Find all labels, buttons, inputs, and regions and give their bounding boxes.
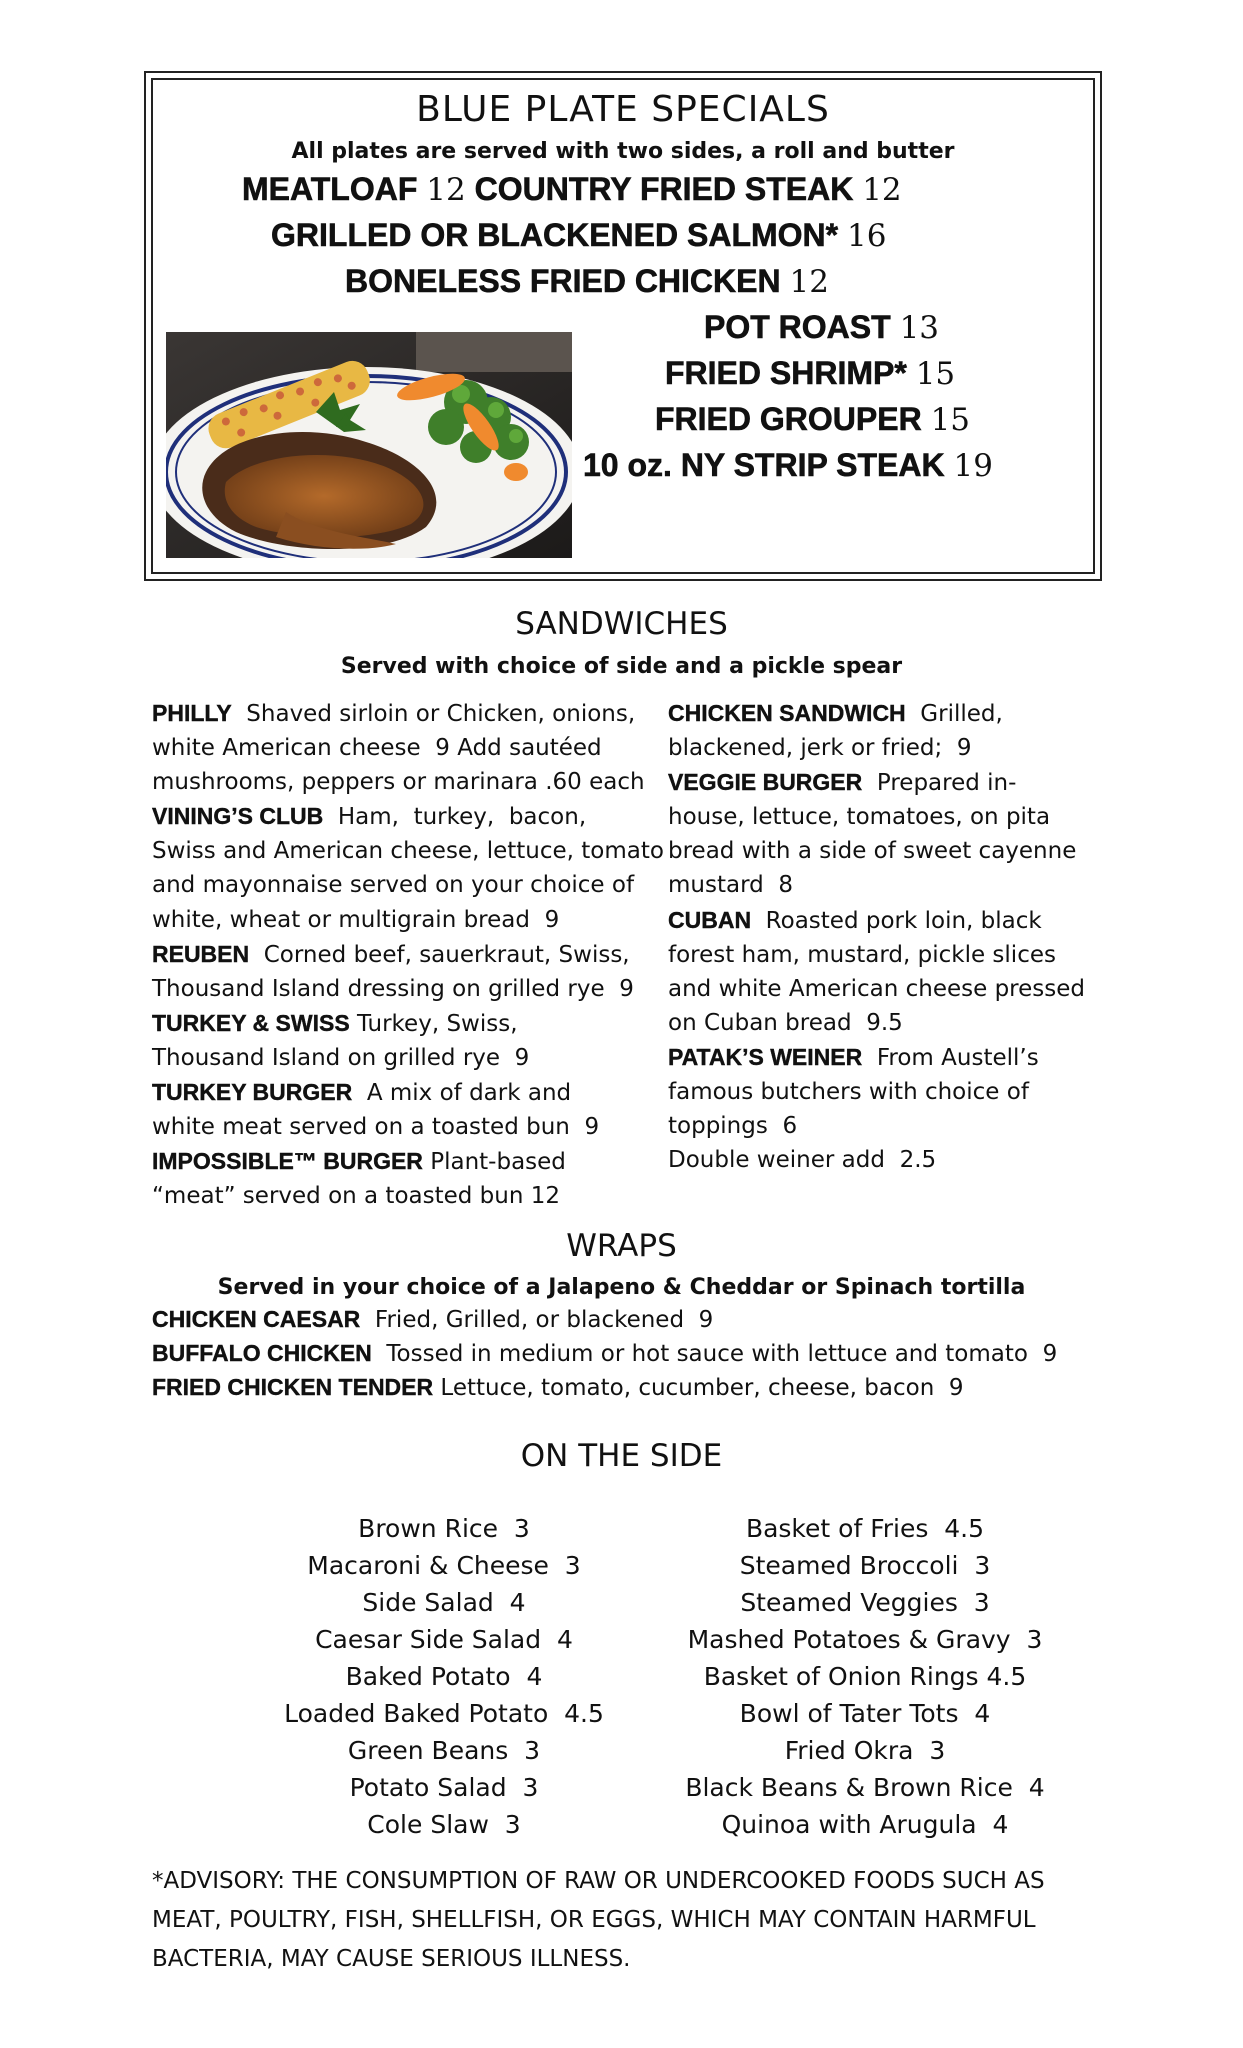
sandwich-line bbox=[668, 903, 1085, 938]
sandwich-line bbox=[152, 765, 664, 799]
pot-roast-photo bbox=[166, 332, 572, 558]
special-line-1 bbox=[242, 171, 902, 208]
wraps-heading: WRAPS bbox=[566, 1228, 677, 1264]
wraps-subtitle: Served in your choice of a Jalapeno & Cheddar or Spinach tortilla bbox=[217, 1275, 1026, 1300]
sandwich-desc: bread with a side of sweet cayenne bbox=[668, 838, 1077, 865]
sandwich-desc: Plant-based bbox=[422, 1149, 566, 1176]
wrap-name: BUFFALO CHICKEN bbox=[152, 1340, 372, 1366]
wrap-item bbox=[152, 1306, 713, 1333]
sandwiches-subtitle: Served with choice of side and a pickle spear bbox=[340, 654, 903, 679]
special-name: 10 oz. NY STRIP STEAK bbox=[583, 447, 945, 483]
sandwich-line bbox=[152, 1110, 664, 1144]
special-name: MEATLOAF bbox=[242, 171, 418, 207]
sandwich-desc: mushrooms, peppers or marinara .60 each bbox=[152, 769, 645, 796]
sandwich-desc: Prepared in- bbox=[862, 770, 1017, 797]
sandwich-desc: Ham, turkey, bacon, bbox=[323, 804, 587, 831]
sides-heading: ON THE SIDE bbox=[520, 1438, 723, 1474]
sandwich-desc: A mix of dark and bbox=[352, 1080, 572, 1107]
sandwich-line bbox=[152, 834, 664, 868]
sandwich-line bbox=[152, 1144, 664, 1179]
sides-left-column bbox=[244, 1510, 644, 1843]
sandwich-name: CUBAN bbox=[668, 906, 752, 933]
sandwich-name: VINING’S CLUB bbox=[152, 803, 324, 830]
sandwich-line bbox=[668, 731, 1085, 765]
sandwich-desc: and mayonnaise served on your choice of bbox=[152, 872, 635, 899]
special-price: 12 bbox=[862, 172, 902, 208]
sandwich-desc: Thousand Island dressing on grilled rye 9 bbox=[152, 975, 634, 1002]
side-item: Black Beans & Brown Rice 4 bbox=[685, 1773, 1045, 1802]
sandwich-line bbox=[152, 1075, 664, 1110]
special-name: FRIED GROUPER bbox=[655, 401, 922, 437]
special-price: 12 bbox=[426, 172, 466, 208]
side-item: Side Salad 4 bbox=[362, 1588, 526, 1617]
side-item: Loaded Baked Potato 4.5 bbox=[284, 1699, 604, 1728]
special-line-5 bbox=[665, 355, 955, 392]
wrap-desc: Lettuce, tomato, cucumber, cheese, bacon 9 bbox=[433, 1375, 964, 1401]
side-item: Caesar Side Salad 4 bbox=[315, 1625, 573, 1654]
side-item: Cole Slaw 3 bbox=[367, 1810, 521, 1839]
sandwich-desc: Swiss and American cheese, lettuce, tomato bbox=[152, 838, 664, 865]
sandwich-name: CHICKEN SANDWICH bbox=[668, 700, 906, 726]
raw-food-advisory: *ADVISORY: THE CONSUMPTION OF RAW OR UNDERCOOKED FOODS SUCH AS MEAT, POULTRY, FISH, SHELLFISH, OR EGGS, WHICH MAY CONTAIN HARMFUL BACTERIA, MAY CAUSE SERIOUS ILLNESS. bbox=[152, 1868, 1045, 1972]
sandwich-line bbox=[668, 868, 1085, 902]
sandwich-desc: white American cheese 9 Add sautéed bbox=[152, 735, 602, 762]
special-line-7 bbox=[583, 447, 993, 484]
sandwich-name: IMPOSSIBLE™ BURGER bbox=[152, 1148, 423, 1175]
sandwich-desc: famous butchers with choice of bbox=[668, 1079, 1029, 1106]
sandwich-desc: toppings 6 bbox=[668, 1113, 798, 1140]
side-item: Potato Salad 3 bbox=[349, 1773, 539, 1802]
sandwich-line bbox=[152, 1006, 664, 1041]
side-item: Macaroni & Cheese 3 bbox=[307, 1551, 581, 1580]
sandwich-line bbox=[152, 1179, 664, 1213]
special-name: FRIED SHRIMP* bbox=[665, 355, 907, 391]
special-line-6 bbox=[655, 401, 970, 438]
special-price: 15 bbox=[915, 356, 956, 392]
sandwich-name: TURKEY BURGER bbox=[152, 1079, 353, 1106]
side-item: Baked Potato 4 bbox=[345, 1662, 543, 1691]
sandwich-name: TURKEY & SWISS bbox=[152, 1009, 350, 1036]
sandwich-line bbox=[668, 938, 1085, 972]
side-item: Steamed Broccoli 3 bbox=[739, 1551, 991, 1580]
sandwiches-heading: SANDWICHES bbox=[515, 606, 728, 642]
wrap-item bbox=[152, 1340, 1057, 1367]
sandwich-desc: and white American cheese pressed bbox=[668, 975, 1085, 1002]
wrap-item bbox=[152, 1374, 964, 1401]
side-item: Quinoa with Arugula 4 bbox=[721, 1810, 1009, 1839]
special-price: 15 bbox=[930, 402, 971, 438]
special-name: BONELESS FRIED CHICKEN bbox=[345, 263, 781, 299]
special-line-3 bbox=[345, 263, 829, 300]
special-name: POT ROAST bbox=[704, 309, 891, 345]
blue-plate-subtitle: All plates are served with two sides, a roll and butter bbox=[291, 139, 955, 164]
special-name: GRILLED OR BLACKENED SALMON* bbox=[271, 217, 839, 253]
pot-roast-plate-image bbox=[166, 332, 572, 558]
sandwich-desc: house, lettuce, tomatoes, on pita bbox=[668, 804, 1051, 831]
wrap-name: FRIED CHICKEN TENDER bbox=[152, 1374, 434, 1400]
side-item: Mashed Potatoes & Gravy 3 bbox=[687, 1625, 1043, 1654]
sandwich-line bbox=[152, 972, 664, 1006]
wrap-desc: Fried, Grilled, or blackened 9 bbox=[360, 1307, 714, 1333]
sandwich-line bbox=[152, 731, 664, 765]
sandwich-line bbox=[152, 696, 664, 731]
special-price: 16 bbox=[847, 218, 887, 254]
special-line-4 bbox=[704, 309, 939, 346]
side-item: Fried Okra 3 bbox=[784, 1736, 946, 1765]
sandwich-desc: blackened, jerk or fried; 9 bbox=[668, 735, 972, 762]
sandwich-line bbox=[668, 1040, 1085, 1075]
special-price: 19 bbox=[953, 448, 993, 484]
sandwich-desc: Grilled, bbox=[905, 701, 1003, 727]
side-item: Green Beans 3 bbox=[347, 1736, 541, 1765]
sandwich-desc: Turkey, Swiss, bbox=[349, 1010, 518, 1037]
wrap-name: CHICKEN CAESAR bbox=[152, 1306, 361, 1332]
blue-plate-title: BLUE PLATE SPECIALS bbox=[416, 89, 830, 130]
sandwich-line bbox=[668, 1006, 1085, 1040]
sandwich-line bbox=[668, 765, 1085, 800]
side-item: Basket of Onion Rings 4.5 bbox=[703, 1662, 1027, 1691]
sandwich-line bbox=[152, 868, 664, 902]
sandwich-line bbox=[152, 799, 664, 834]
special-price: 13 bbox=[899, 310, 940, 346]
sandwiches-right-column bbox=[668, 696, 1085, 1177]
special-price: 12 bbox=[789, 264, 829, 300]
sandwich-desc: Shaved sirloin or Chicken, onions, bbox=[231, 701, 636, 727]
sandwich-name: VEGGIE BURGER bbox=[668, 769, 863, 796]
sandwich-desc: “meat” served on a toasted bun 12 bbox=[152, 1183, 561, 1210]
sandwich-line bbox=[152, 1041, 664, 1075]
sandwich-desc: white, wheat or multigrain bread 9 bbox=[152, 906, 560, 933]
sandwich-line bbox=[668, 1109, 1085, 1143]
sandwich-desc: Double weiner add 2.5 bbox=[668, 1147, 937, 1174]
side-item: Bowl of Tater Tots 4 bbox=[739, 1699, 991, 1728]
sandwich-desc: Thousand Island on grilled rye 9 bbox=[152, 1044, 530, 1071]
sandwich-line bbox=[668, 834, 1085, 868]
sandwich-desc: Corned beef, sauerkraut, Swiss, bbox=[249, 941, 630, 968]
sandwich-desc: mustard 8 bbox=[668, 872, 793, 899]
sandwiches-left-column bbox=[152, 696, 664, 1213]
side-item: Basket of Fries 4.5 bbox=[745, 1514, 985, 1543]
sandwich-desc: on Cuban bread 9.5 bbox=[668, 1009, 903, 1036]
special-line-2 bbox=[271, 217, 886, 254]
sides-right-column bbox=[665, 1510, 1065, 1843]
sandwich-desc: From Austell’s bbox=[862, 1044, 1039, 1071]
special-name: COUNTRY FRIED STEAK bbox=[474, 171, 854, 207]
sandwich-line bbox=[152, 903, 664, 937]
sandwich-line bbox=[668, 696, 1085, 731]
sandwich-line bbox=[152, 937, 664, 972]
sandwich-line bbox=[668, 800, 1085, 834]
blue-plate-specials-box bbox=[144, 71, 1102, 581]
sandwich-name: PATAK’S WEINER bbox=[668, 1043, 863, 1070]
sandwich-name: PHILLY bbox=[152, 700, 232, 726]
sandwich-desc: Roasted pork loin, black bbox=[751, 907, 1042, 934]
side-item: Brown Rice 3 bbox=[358, 1514, 530, 1543]
side-item: Steamed Veggies 3 bbox=[740, 1588, 990, 1617]
sandwich-line bbox=[668, 1143, 1085, 1177]
sandwich-line bbox=[668, 972, 1085, 1006]
sandwich-name: REUBEN bbox=[152, 940, 250, 967]
sandwich-line bbox=[668, 1075, 1085, 1109]
sandwich-desc: white meat served on a toasted bun 9 bbox=[152, 1114, 600, 1141]
sandwich-desc: forest ham, mustard, pickle slices bbox=[668, 941, 1056, 968]
wrap-desc: Tossed in medium or hot sauce with lettuce and tomato 9 bbox=[371, 1341, 1058, 1367]
